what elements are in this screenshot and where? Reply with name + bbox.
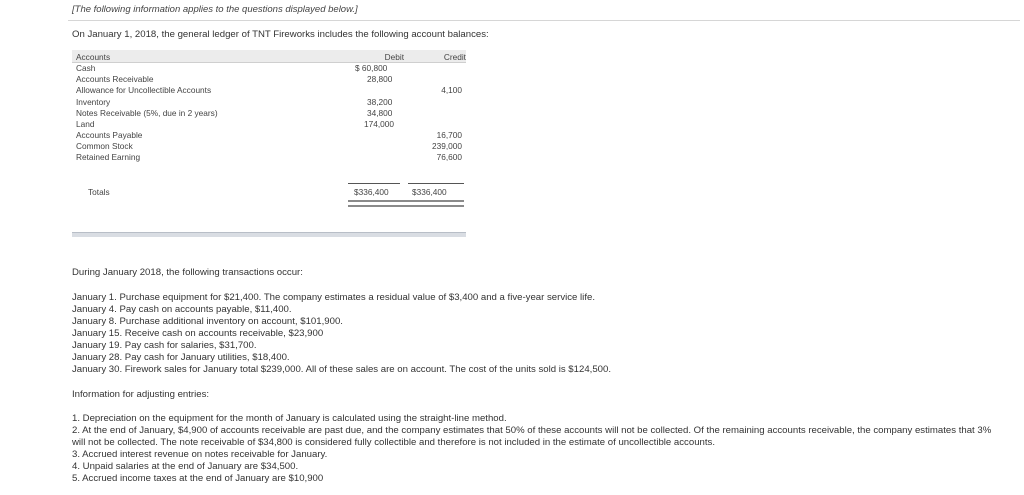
row-account: Land xyxy=(76,119,95,129)
opening-line: On January 1, 2018, the general ledger of TNT Fireworks includes the following account balances: xyxy=(72,29,489,40)
totals-label: Totals xyxy=(88,187,110,197)
transaction-item: January 1. Purchase equipment for $21,400. The company estimates a residual value of $3,400 and a five-year service life. xyxy=(72,292,595,303)
transactions-heading: During January 2018, the following transactions occur: xyxy=(72,267,303,278)
header-credit: Credit xyxy=(443,52,466,62)
totals-rule-credit xyxy=(408,183,464,184)
row-account: Inventory xyxy=(76,97,111,107)
row-credit: 76,600 xyxy=(436,152,462,162)
row-account: Retained Earning xyxy=(76,152,141,162)
intro-note: [The following information applies to the questions displayed below.] xyxy=(72,4,358,15)
totals-debit: $336,400 xyxy=(354,187,389,197)
adjusting-item: 4. Unpaid salaries at the end of January are $34,500. xyxy=(72,461,299,472)
row-debit: 38,200 xyxy=(367,97,393,107)
row-debit: $ 60,800 xyxy=(355,63,388,73)
adjusting-heading: Information for adjusting entries: xyxy=(72,389,210,400)
transaction-item: January 28. Pay cash for January utilities, $18,400. xyxy=(72,352,290,363)
row-debit: 34,800 xyxy=(367,108,393,118)
transaction-item: January 19. Pay cash for salaries, $31,700. xyxy=(72,340,257,351)
row-credit: 16,700 xyxy=(436,130,462,140)
transaction-item: January 30. Firework sales for January total $239,000. All of these sales are on account. The cost of the units sold is $124,500. xyxy=(72,364,611,375)
adjusting-item: 3. Accrued interest revenue on notes receivable for January. xyxy=(72,449,328,460)
row-account: Allowance for Uncollectible Accounts xyxy=(76,85,212,95)
table-bottom-bar xyxy=(72,232,466,237)
totals-credit: $336,400 xyxy=(412,187,447,197)
row-credit: 239,000 xyxy=(432,141,462,151)
row-account: Cash xyxy=(76,63,96,73)
row-account: Accounts Payable xyxy=(76,130,143,140)
totals-double-rule xyxy=(348,200,464,202)
totals-double-rule xyxy=(348,205,464,207)
row-account: Accounts Receivable xyxy=(76,74,154,84)
transaction-item: January 15. Receive cash on accounts receivable, $23,900 xyxy=(72,328,324,339)
account-balances-table xyxy=(72,50,468,236)
transaction-item: January 4. Pay cash on accounts payable, $11,400. xyxy=(72,304,292,315)
header-accounts: Accounts xyxy=(76,52,111,62)
header-divider xyxy=(68,20,1020,21)
adjusting-item: will not be collected. The note receivable of $34,800 is considered fully collectible and therefore is not included in the estimate of uncollectible accounts. xyxy=(72,437,715,448)
adjusting-item: 5. Accrued income taxes at the end of January are $10,900 xyxy=(72,473,324,484)
table-header-row xyxy=(72,50,466,63)
totals-rule-debit xyxy=(348,183,400,184)
row-credit: 4,100 xyxy=(441,85,462,95)
row-account: Common Stock xyxy=(76,141,133,151)
adjusting-item: 2. At the end of January, $4,900 of accounts receivable are past due, and the company estimates that 50% of these accounts will not be collected. Of the remaining accounts receivable, the company estimates that 3% xyxy=(72,425,992,436)
transaction-item: January 8. Purchase additional inventory on account, $101,900. xyxy=(72,316,343,327)
row-debit: 174,000 xyxy=(364,119,394,129)
header-debit: Debit xyxy=(384,52,404,62)
row-debit: 28,800 xyxy=(367,74,393,84)
adjusting-item: 1. Depreciation on the equipment for the month of January is calculated using the straight-line method. xyxy=(72,413,507,424)
row-account: Notes Receivable (5%, due in 2 years) xyxy=(76,108,218,118)
